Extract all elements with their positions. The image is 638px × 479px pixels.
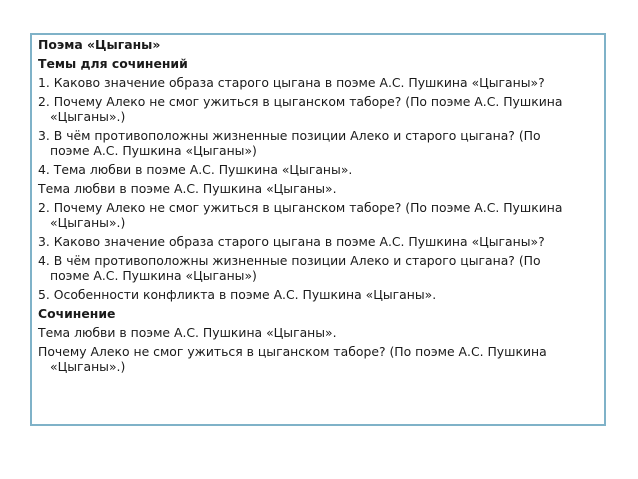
section-heading-essay: Сочинение [38, 305, 116, 321]
topic-item [38, 200, 600, 231]
topic-item [38, 75, 600, 90]
essay-item [38, 325, 600, 340]
slide-frame [30, 33, 606, 426]
topic-item [38, 128, 600, 159]
topic-item [38, 234, 600, 249]
topic-line: 3. Каково значение образа старого цыгана в поэме А.С. Пушкина «Цыганы»? [38, 234, 545, 250]
topic-line: 2. Почему Алеко не смог ужиться в цыганском таборе? (По поэме А.С. Пушкина [38, 93, 563, 109]
document-content [38, 37, 600, 378]
document-title: Поэма «Цыганы» [38, 37, 161, 52]
essay-line: Почему Алеко не смог ужиться в цыганском таборе? (По поэме А.С. Пушкина [38, 343, 547, 359]
topic-line: 2. Почему Алеко не смог ужиться в цыганском таборе? (По поэме А.С. Пушкина [38, 199, 563, 215]
topic-line: 4. В чём противоположны жизненные позиции Алеко и старого цыгана? (По [38, 252, 541, 268]
topic-line-continuation: поэме А.С. Пушкина «Цыганы») [50, 268, 257, 284]
topic-item [38, 94, 600, 125]
topic-item [38, 253, 600, 284]
topic-line-continuation: «Цыганы».) [50, 108, 126, 124]
section-heading-topics: Темы для сочинений [38, 55, 188, 71]
topic-line: 3. В чём противоположны жизненные позиции Алеко и старого цыгана? (По [38, 127, 541, 143]
topic-line: 1. Каково значение образа старого цыгана в поэме А.С. Пушкина «Цыганы»? [38, 74, 545, 90]
topic-line: Тема любви в поэме А.С. Пушкина «Цыганы». [38, 180, 337, 196]
topic-item [38, 287, 600, 302]
topic-line-continuation: поэме А.С. Пушкина «Цыганы») [50, 143, 257, 159]
topic-line-continuation: «Цыганы».) [50, 215, 126, 231]
topic-line: 4. Тема любви в поэме А.С. Пушкина «Цыганы». [38, 162, 353, 178]
topic-line: 5. Особенности конфликта в поэме А.С. Пушкина «Цыганы». [38, 287, 437, 303]
topic-item [38, 181, 600, 196]
essay-line-continuation: «Цыганы».) [50, 359, 126, 375]
essay-line: Тема любви в поэме А.С. Пушкина «Цыганы». [38, 324, 337, 340]
essay-item [38, 344, 600, 375]
topic-item [38, 162, 600, 177]
